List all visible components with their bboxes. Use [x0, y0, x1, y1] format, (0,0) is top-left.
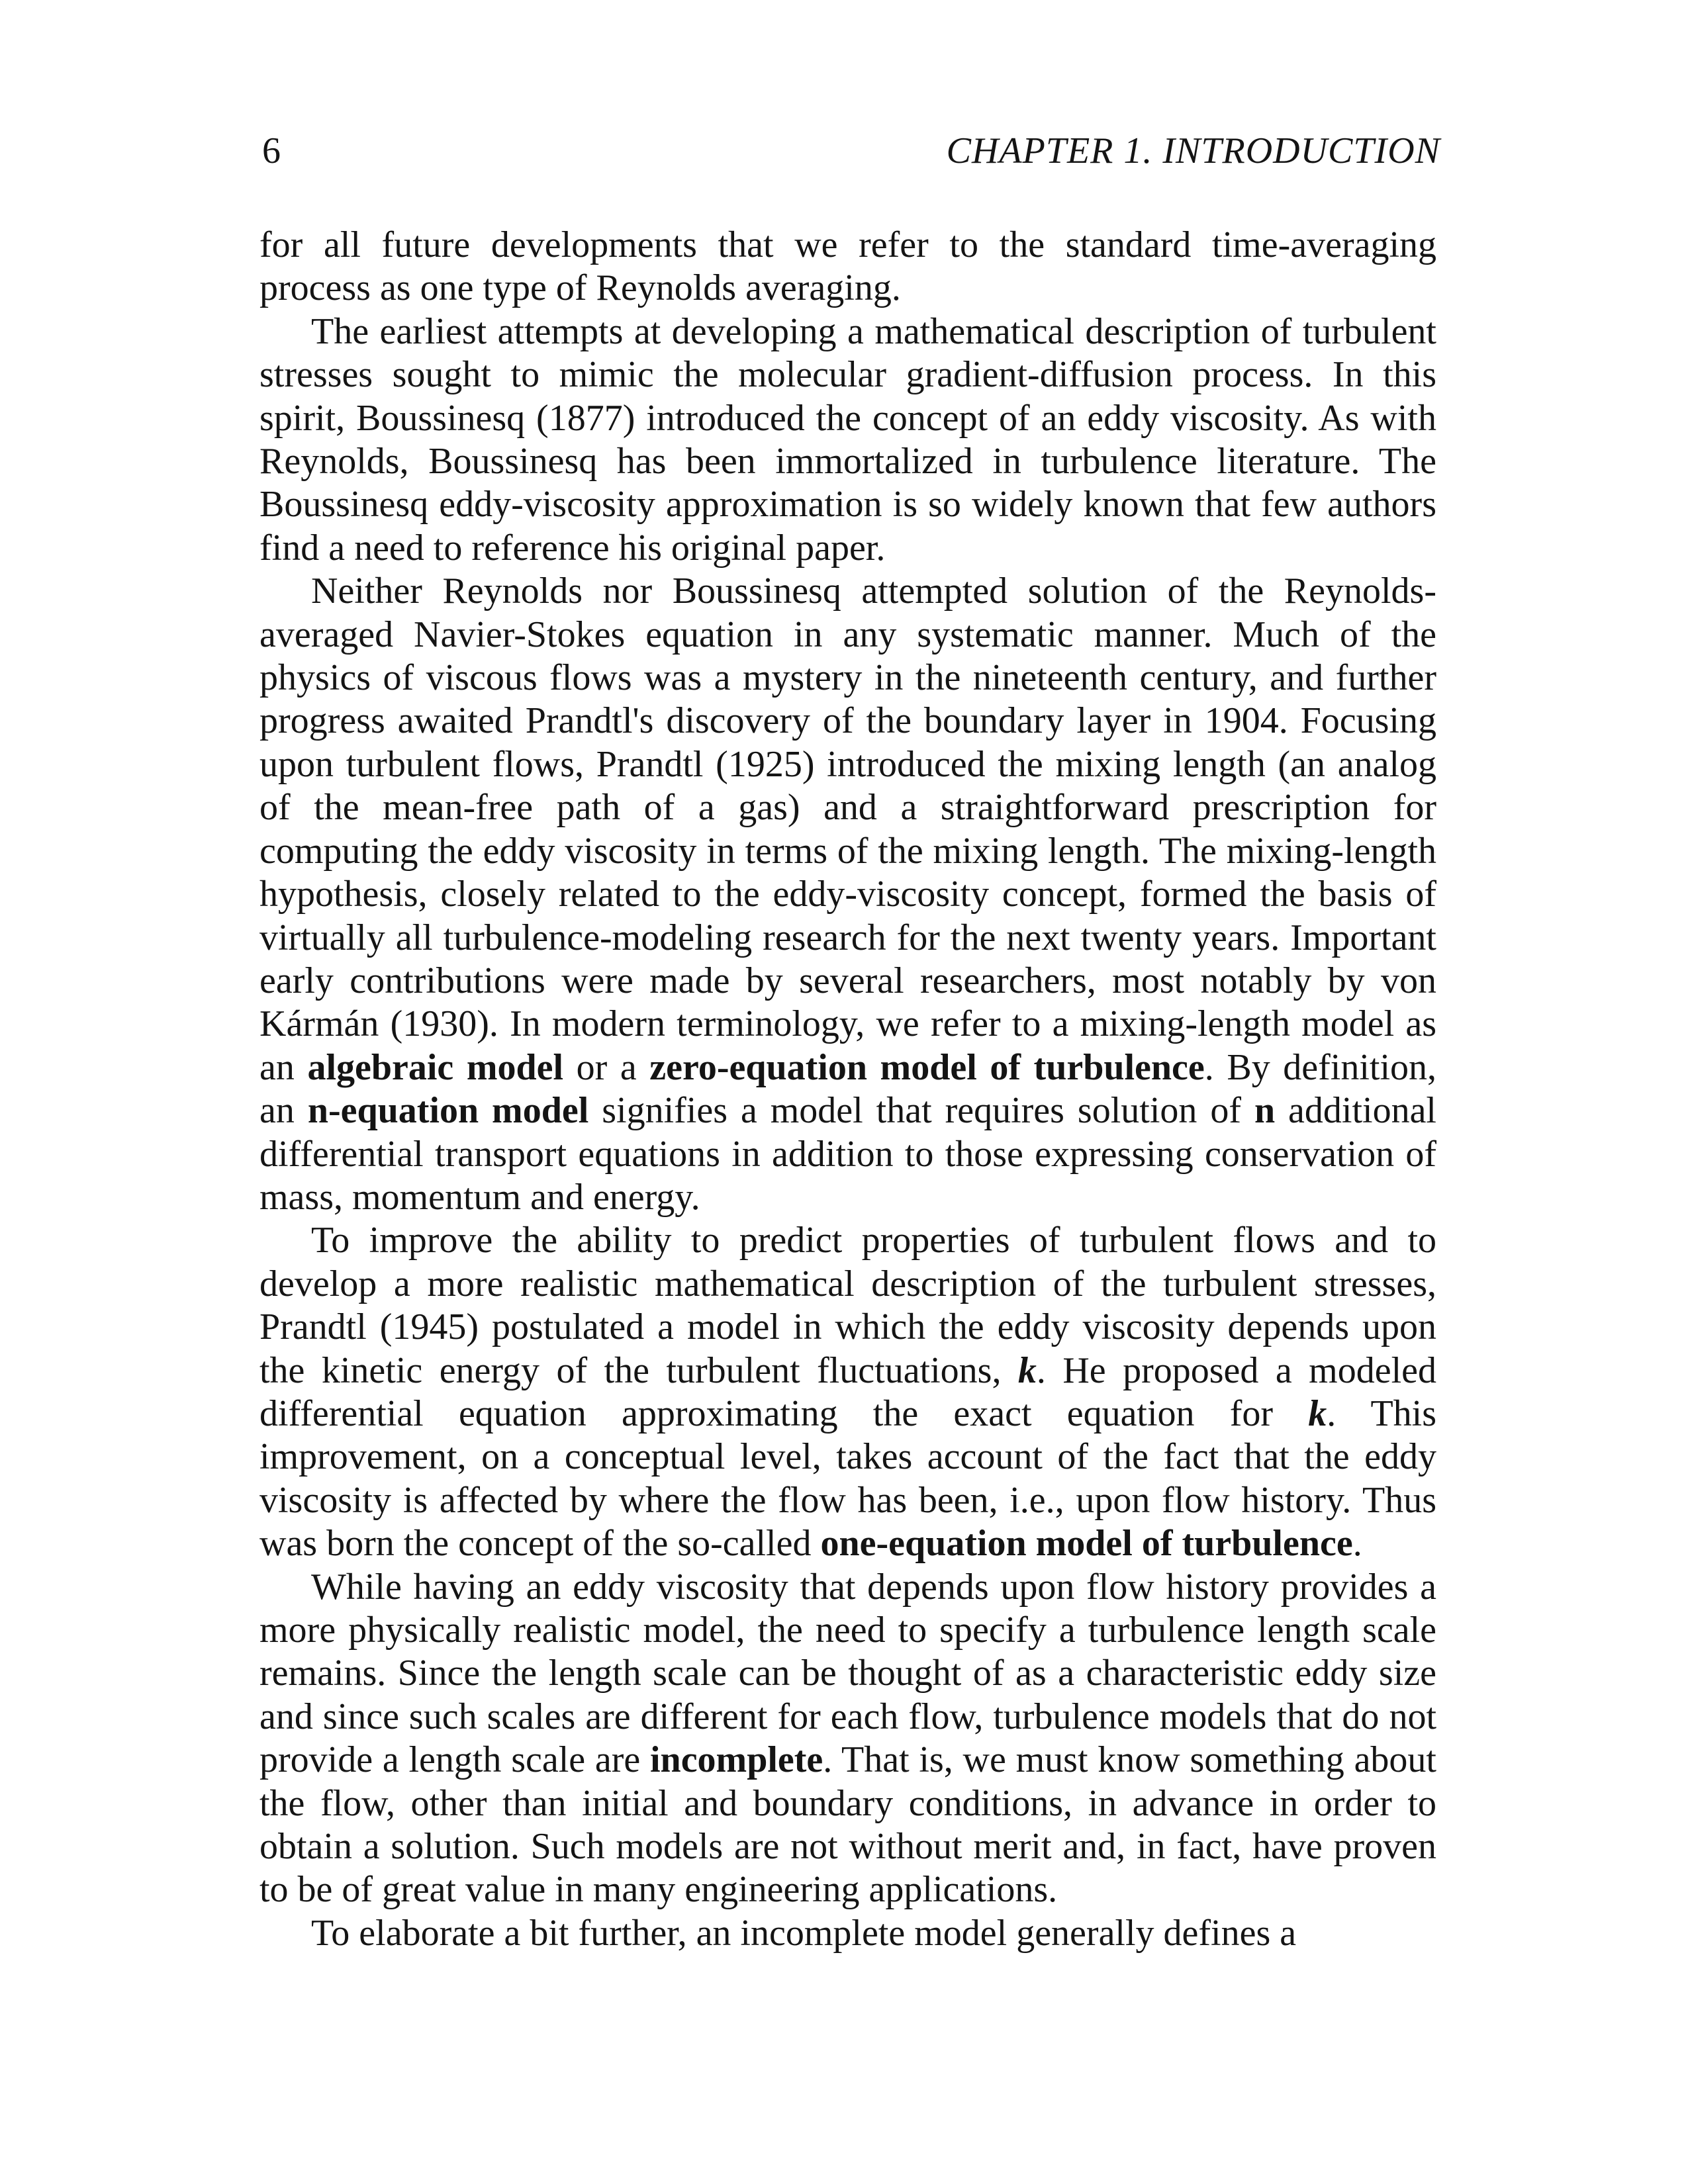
- paragraph-1: [259, 224, 1436, 310]
- symbol-k: k: [1017, 1349, 1037, 1391]
- paragraph-3-text-d: . By definition, an: [259, 1046, 1436, 1132]
- term-n: n: [1254, 1090, 1276, 1132]
- paragraph-5: [259, 1566, 1436, 1912]
- page-number: 6: [262, 130, 281, 171]
- term-zero-equation-model: zero-equation model of turbulence: [649, 1046, 1205, 1088]
- paragraph-2-text: The earliest attempts at developing a mathematical description of turbulent stresses sought to mimic the molecular gradient-diffusion process. In this spirit, Boussinesq (1877) introduced the concept of an eddy viscosity. As with Reynolds, Boussinesq has been immortalized in turbulence literature. The Boussinesq eddy-viscosity approximation is so widely known that few authors find a need to reference his original paper.: [259, 310, 1436, 569]
- body-text: [259, 224, 1436, 1955]
- paragraph-4-text-d: .: [1352, 1523, 1362, 1565]
- paragraph-4-text-c: . This improvement, on a conceptual level, takes account of the fact that the eddy viscosity is affected by where the flow has been, i.e., upon flow history. Thus was born the concept of the so-called: [259, 1392, 1436, 1565]
- paragraph-4: [259, 1219, 1436, 1565]
- symbol-k-2: k: [1308, 1392, 1327, 1434]
- paragraph-5-text-a: While having an eddy viscosity that depends upon flow history provides a more physically realistic model, the need to specify a turbulence length scale remains. Since the length scale can be thought of as a characteristic eddy size and since such scales are different for each flow, turbulence models that do not provide a length scale are: [259, 1566, 1436, 1781]
- paragraph-4-text-b: . He proposed a modeled differential equation approximating the exact equation for: [259, 1349, 1436, 1434]
- paragraph-3-text-c: or a: [563, 1046, 650, 1088]
- running-head: CHAPTER 1. INTRODUCTION: [946, 130, 1440, 171]
- paragraph-2: [259, 310, 1436, 570]
- term-one-equation-model: one-equation model of turbulence: [820, 1523, 1353, 1565]
- page-header: [262, 124, 1440, 177]
- paragraph-6: [259, 1912, 1436, 1955]
- paragraph-5-text-b: . That is, we must know something about the flow, other than initial and boundary conditions, in advance in order to obtain a solution. Such models are not without merit and, in fact, have proven to be of great value in many engineering applications.: [259, 1739, 1436, 1911]
- paragraph-3-text-f: additional differential transport equations in addition to those expressing conservation of mass, momentum and energy.: [259, 1090, 1436, 1218]
- paragraph-3-text-e: signifies a model that requires solution of: [588, 1090, 1254, 1132]
- paragraph-6-text: To elaborate a bit further, an incomplete model generally defines a: [311, 1912, 1297, 1954]
- paragraph-3: [259, 570, 1436, 1219]
- paragraph-1-text: for all future developments that we refer to the standard time-averaging process as one type of Reynolds averaging.: [259, 224, 1436, 309]
- paragraph-4-text-a: To improve the ability to predict properties of turbulent flows and to develop a more realistic mathematical description of the turbulent stresses, Prandtl (1945) postulated a model in which the eddy viscosity depends upon the kinetic energy of the turbulent fluctuations,: [259, 1220, 1436, 1391]
- term-algebraic-model: algebraic model: [307, 1046, 564, 1088]
- term-incomplete: incomplete: [650, 1739, 823, 1781]
- paragraph-3-text-a: Neither Reynolds nor Boussinesq attempted solution of the Reynolds-averaged Navier-Stokes equation in any systematic manner. Much of the physics of viscous flows was a mystery in the nineteenth century, and further progress awaited Prandtl's discovery of the boundary layer in 1904. Focusing upon turbulent flows, Prandtl (1925) introduced the mixing length (an analog of the mean-free path of a gas) and a straightforward prescription for computing the eddy viscosity in terms of the mixing length. The mixing-length hypothesis, closely related to the eddy-viscosity concept, formed the basis of virtually all turbulence-modeling research for the next twenty years. Important early contributions were made by several researchers, most notably by von Kármán (1930). In modern terminology, we refer to a mixing-length model as an: [259, 570, 1436, 1088]
- term-n-equation-model: n-equation model: [307, 1090, 589, 1132]
